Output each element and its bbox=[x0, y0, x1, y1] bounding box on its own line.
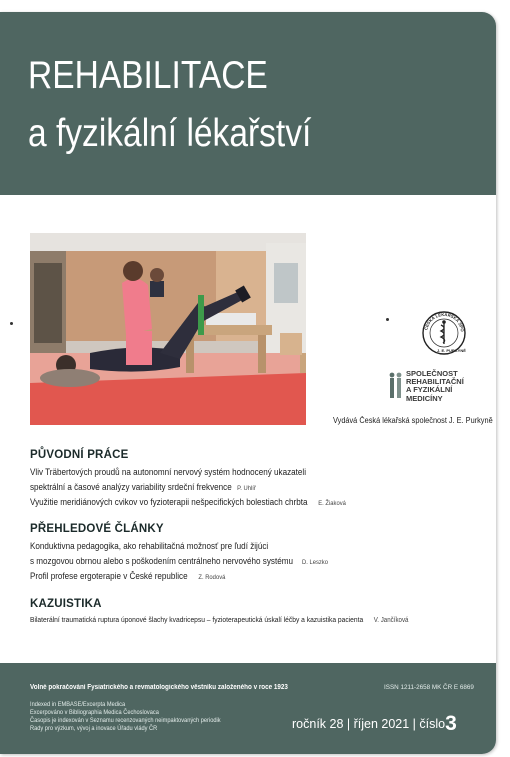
society-name-line3: A FYZIKÁLNÍ bbox=[406, 385, 453, 395]
journal-cover bbox=[0, 12, 496, 754]
article-original-2 bbox=[30, 497, 346, 507]
section-title-casuistry: KAZUISTIKA bbox=[30, 598, 102, 610]
article-review-1-line2-text: s mozgovou obrnou alebo s poškodením centrálneho nervového systému bbox=[30, 556, 293, 566]
issue-number: 3 bbox=[445, 712, 457, 735]
section-title-review: PŘEHLEDOVÉ ČLÁNKY bbox=[30, 523, 164, 535]
article-review-2-text: Profil profese ergoterapie v České republice bbox=[30, 571, 188, 581]
issue-volume-date: ročník 28 | říjen 2021 | číslo bbox=[292, 717, 446, 731]
article-original-1-line2-text: spektrální a časové analýzy variability srdeční frekvence bbox=[30, 482, 232, 492]
footer-index-line3: Časopis je indexován v Seznamu recenzovaných neimpaktovaných periodik bbox=[30, 717, 221, 724]
article-review-1-author: D. Leszko bbox=[301, 559, 328, 566]
section-title-original: PŮVODNÍ PRÁCE bbox=[30, 449, 129, 461]
society-name-line2: REHABILITAČNÍ bbox=[406, 377, 464, 387]
scan-dot-mark bbox=[10, 322, 13, 325]
article-casuistry-1-text: Bilaterální traumatická ruptura úponové šlachy kvadricepsu – fyzioterapeutická úskalí léčby a kazuistika pacienta bbox=[30, 615, 364, 624]
article-original-2-author: E. Žiaková bbox=[318, 500, 346, 507]
issue-info bbox=[292, 712, 457, 736]
article-casuistry-1-author: V. Jančíková bbox=[373, 617, 409, 624]
society-name-line4: MEDICÍNY bbox=[406, 393, 443, 403]
footer-issn: ISSN 1211-2658 MK ČR E 6869 bbox=[384, 684, 474, 691]
svg-text:ČESKÁ LÉKAŘSKÁ SPOLEČNOST: ČESKÁ LÉKAŘSKÁ SPO bbox=[423, 311, 465, 333]
cover-photo bbox=[30, 233, 306, 425]
article-review-1-line2 bbox=[30, 556, 328, 566]
publisher-line: Vydává Česká lékařská společnost J. E. Purkyně bbox=[333, 416, 493, 425]
article-casuistry-1 bbox=[30, 615, 408, 624]
svg-text:J. E. PURKYNĚ: J. E. PURKYNĚ bbox=[437, 348, 466, 353]
society-name-line1: SPOLEČNOST bbox=[406, 369, 458, 378]
article-original-2-text: Využitie meridiánových cvikov vo fyzioterapii nešpecifických bolestiach chrbta bbox=[30, 497, 308, 507]
journal-title-line1: REHABILITACE bbox=[28, 54, 268, 97]
society-figures-icon bbox=[388, 372, 404, 400]
scan-dot-mark bbox=[386, 318, 389, 321]
society-rfm-logo bbox=[388, 370, 488, 406]
article-review-2-author: Z. Rodová bbox=[198, 574, 226, 581]
cls-jep-seal-logo bbox=[421, 310, 467, 356]
footer-continuation-note: Volné pokračování Fysiatrického a revmatologického věstníku založeného v roce 1923 bbox=[30, 684, 288, 691]
article-original-1-line1: Vliv Träbertových proudů na autonomní nervový systém hodnocený ukazateli bbox=[30, 467, 307, 477]
footer-index-line1: Indexed in EMBASE/Excerpta Medica bbox=[30, 701, 126, 708]
article-original-1-author: P. Uhlíř bbox=[237, 485, 256, 492]
cover-header-band bbox=[0, 12, 496, 195]
footer-index-line4: Rady pro výzkum, vývoj a inovace Úřadu vlády ČR bbox=[30, 725, 158, 732]
article-review-2 bbox=[30, 571, 225, 581]
article-original-1-line2 bbox=[30, 482, 256, 492]
journal-title-line2: a fyzikální lékařství bbox=[28, 112, 312, 155]
article-review-1-line1: Konduktivna pedagogika, ako rehabilitačná možnosť pre ľudí žijúci bbox=[30, 541, 269, 551]
footer-index-line2: Excerpováno v Bibliographia Medica Čechoslovaca bbox=[30, 709, 159, 716]
